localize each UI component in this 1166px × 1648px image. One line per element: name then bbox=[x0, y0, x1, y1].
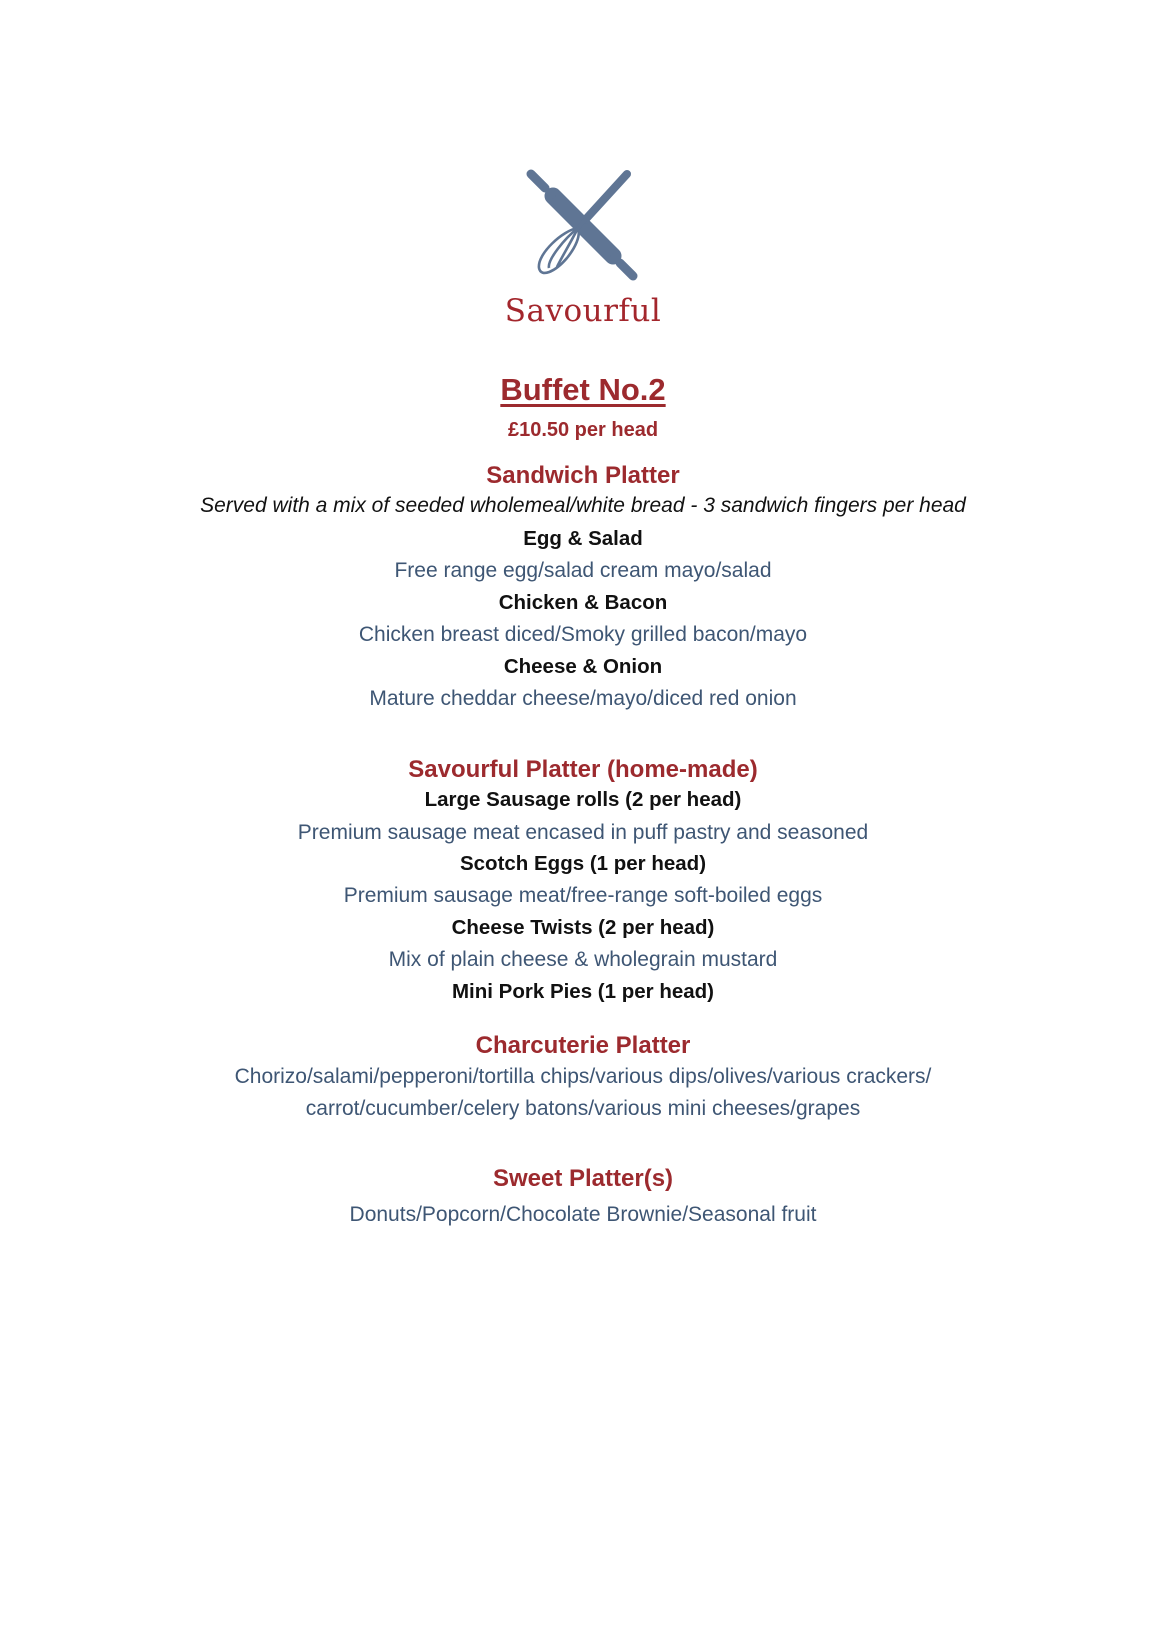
charcuterie-desc-line: Chorizo/salami/pepperoni/tortilla chips/various dips/olives/various crackers/ bbox=[234, 1065, 932, 1088]
rolling-pin-whisk-icon bbox=[523, 168, 643, 288]
sandwich-intro: Served with a mix of seeded wholemeal/white bread - 3 sandwich fingers per head bbox=[200, 494, 966, 517]
menu-item-desc: Premium sausage meat/free-range soft-boiled eggs bbox=[343, 884, 823, 907]
menu-item-desc: Free range egg/salad cream mayo/salad bbox=[394, 559, 772, 582]
menu-item-name: Cheese Twists (2 per head) bbox=[451, 916, 715, 939]
menu-item-desc: Mature cheddar cheese/mayo/diced red onion bbox=[369, 687, 797, 710]
menu-item-name: Scotch Eggs (1 per head) bbox=[459, 852, 707, 875]
menu-item-name: Chicken & Bacon bbox=[498, 591, 668, 614]
price-per-head: £10.50 per head bbox=[507, 419, 659, 441]
section-title-charcuterie: Charcuterie Platter bbox=[475, 1032, 691, 1059]
menu-item-name: Large Sausage rolls (2 per head) bbox=[424, 788, 742, 811]
page-title: Buffet No.2 bbox=[500, 372, 666, 407]
menu-item-name: Egg & Salad bbox=[523, 527, 643, 550]
menu-item-name: Cheese & Onion bbox=[503, 655, 663, 678]
menu-item-name: Mini Pork Pies (1 per head) bbox=[451, 980, 714, 1003]
menu-item-desc: Premium sausage meat encased in puff pastry and seasoned bbox=[297, 821, 869, 844]
section-title-savourful: Savourful Platter (home-made) bbox=[408, 756, 758, 783]
menu-item-desc: Mix of plain cheese & wholegrain mustard bbox=[388, 948, 778, 971]
brand-name: Savourful bbox=[504, 293, 662, 329]
section-title-sweet: Sweet Platter(s) bbox=[492, 1165, 674, 1192]
menu-item-desc: Chicken breast diced/Smoky grilled bacon/mayo bbox=[358, 623, 808, 646]
charcuterie-desc-line: carrot/cucumber/celery batons/various mini cheeses/grapes bbox=[305, 1097, 861, 1120]
section-title-sandwich: Sandwich Platter bbox=[486, 462, 680, 489]
sweet-desc-line: Donuts/Popcorn/Chocolate Brownie/Seasonal fruit bbox=[349, 1203, 817, 1226]
